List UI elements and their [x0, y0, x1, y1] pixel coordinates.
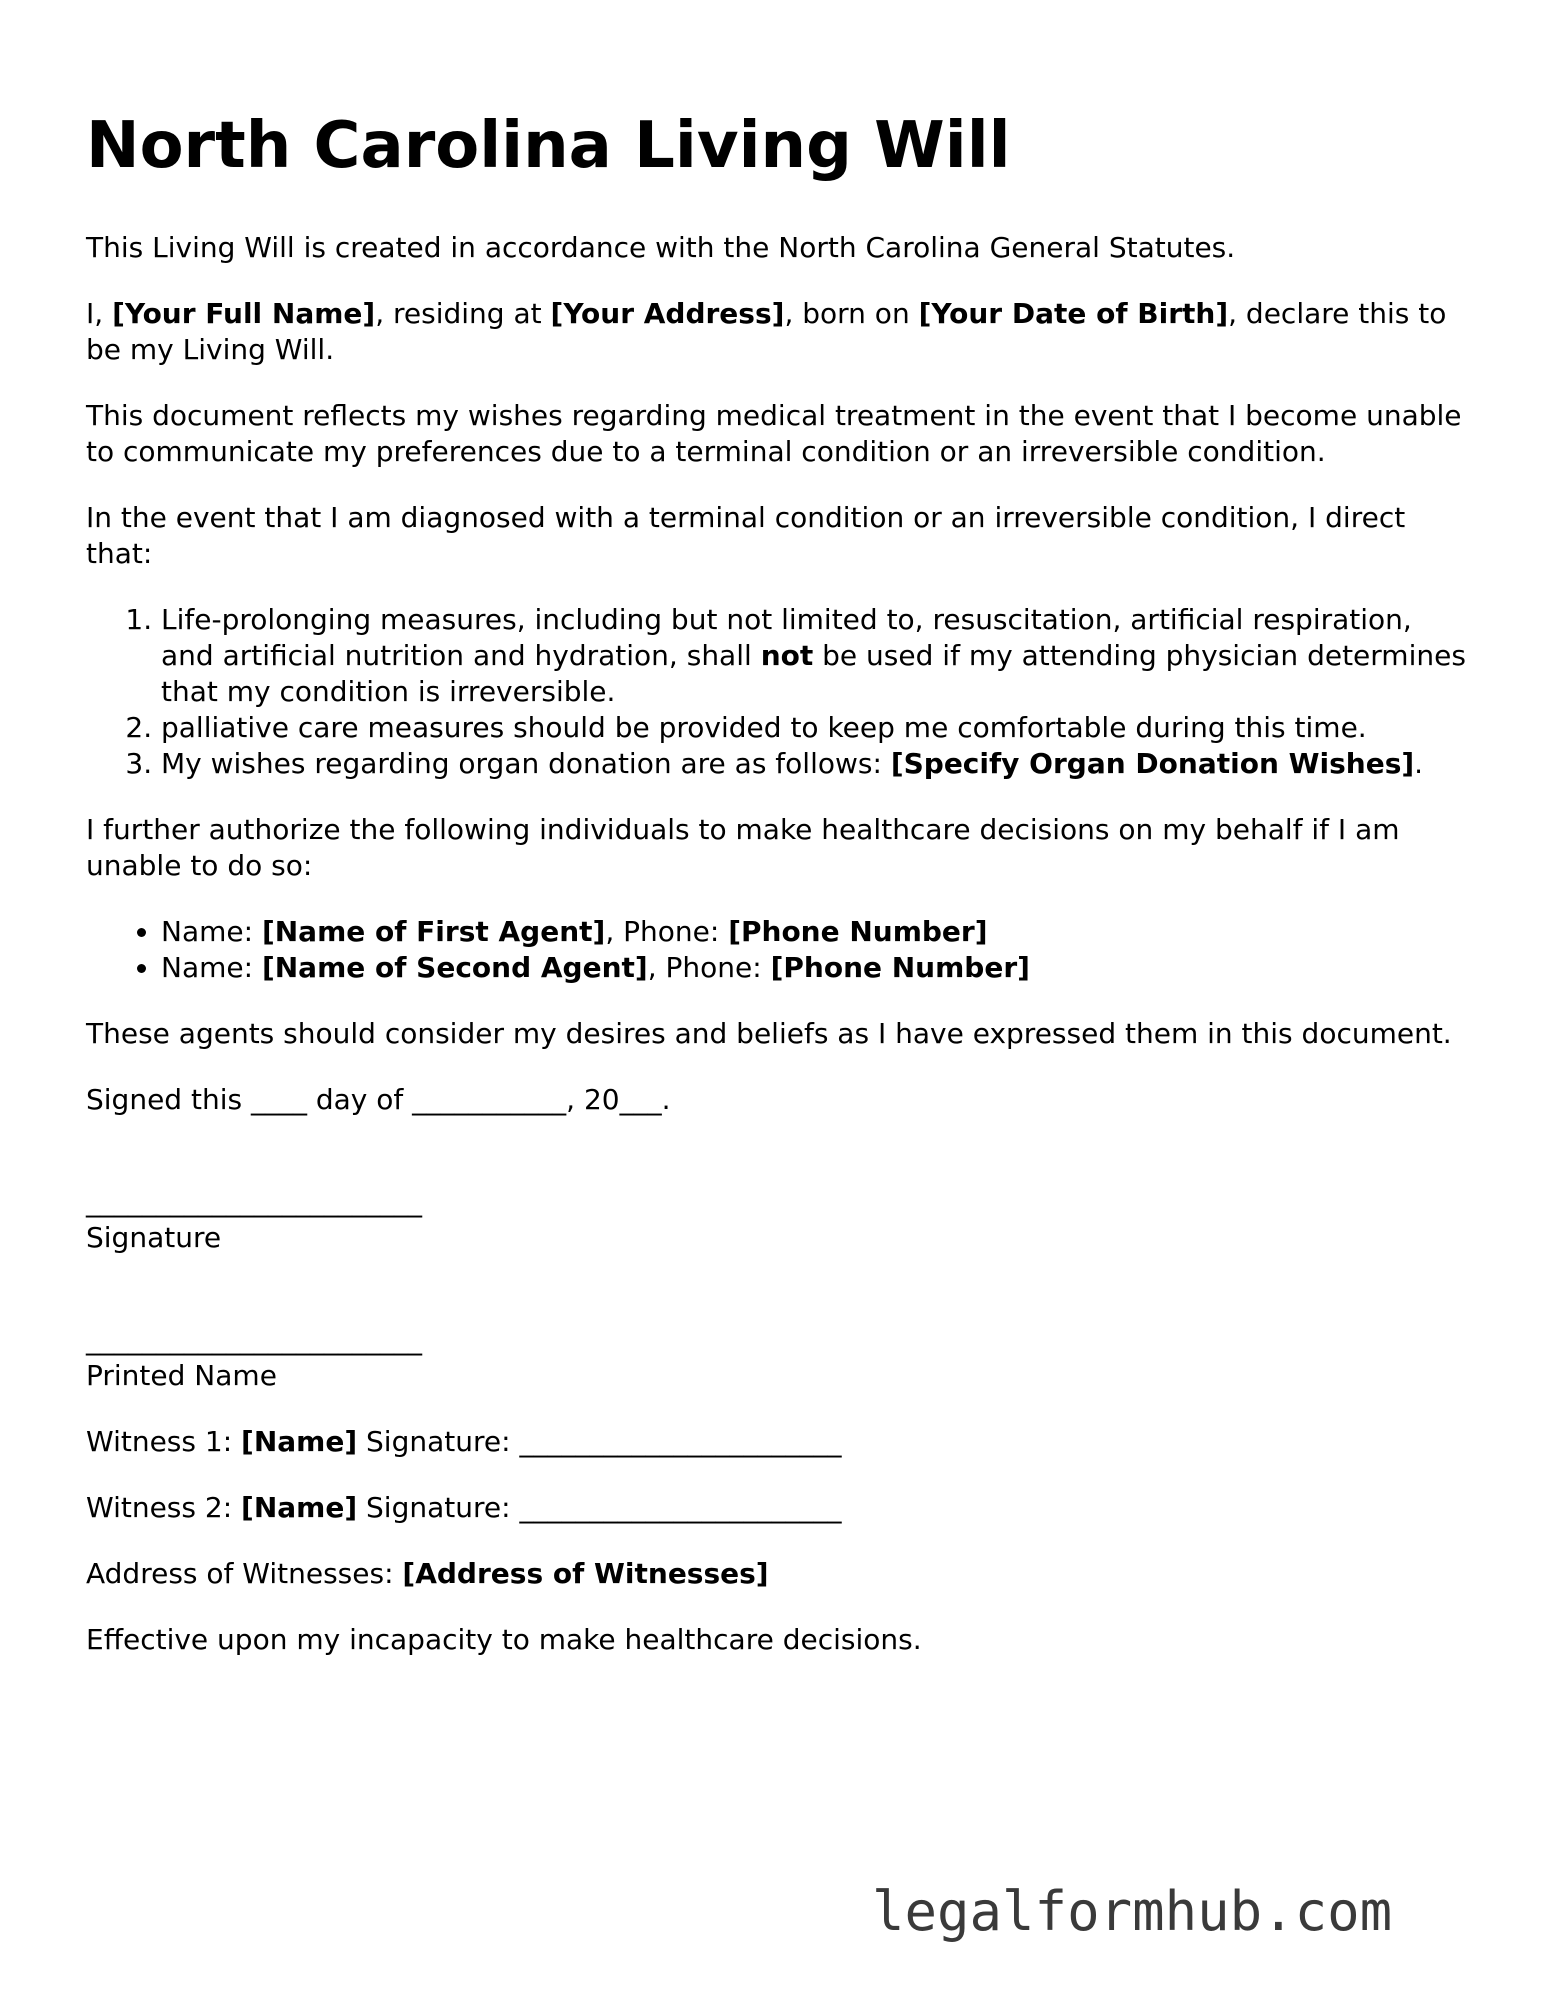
agent-phone-label: , Phone:: [647, 951, 771, 984]
agents-intro: I further authorize the following individuals to make healthcare decisions on my behalf if I am unable to do so:: [86, 813, 1400, 882]
agent-phone-placeholder: [Phone Number]: [728, 915, 988, 948]
intro-paragraph: This Living Will is created in accordance with the North Carolina General Statutes.: [86, 231, 1236, 264]
directive-item: 2. palliative care measures should be provided to keep me comfortable during this time.: [161, 710, 1466, 746]
directives-list: [86, 602, 1466, 782]
spacer: [86, 1148, 1466, 1184]
witness-address-placeholder: [Address of Witnesses]: [402, 1557, 769, 1590]
signature-block: [86, 1184, 1466, 1256]
dob-placeholder: [Your Date of Birth]: [918, 297, 1229, 330]
direction-intro: In the event that I am diagnosed with a terminal condition or an irreversible condition, I direct that:: [86, 501, 1406, 570]
signature-label: Signature: [86, 1221, 222, 1254]
printed-name-label: Printed Name: [86, 1359, 277, 1392]
witness-address-label: Address of Witnesses:: [86, 1557, 403, 1590]
directive-item: [161, 746, 1466, 782]
declaration-text: , residing at: [375, 297, 551, 330]
witness-label: Witness 2:: [86, 1491, 242, 1524]
agent-phone-label: , Phone:: [605, 915, 729, 948]
directive-item: [161, 602, 1466, 710]
effective-statement: Effective upon my incapacity to make healthcare decisions.: [86, 1623, 922, 1656]
witness-line: [86, 1490, 1466, 1526]
agent-name-label: Name:: [161, 915, 262, 948]
witness-line: [86, 1424, 1466, 1460]
spacer: [86, 1286, 1466, 1322]
witness-name-placeholder: [Name]: [241, 1425, 358, 1458]
directive-text: My wishes regarding organ donation are as follows:: [161, 747, 891, 780]
signature-line: ________________________: [86, 1185, 422, 1218]
agent-name-placeholder: [Name of First Agent]: [261, 915, 606, 948]
signed-date-line: Signed this ____ day of ___________, 20___.: [86, 1083, 671, 1116]
purpose-paragraph: This document reflects my wishes regarding medical treatment in the event that I become unable to communicate my preferences due to a terminal condition or an irreversible condition.: [86, 399, 1462, 468]
agent-item: [161, 950, 1466, 986]
agents-list: [86, 914, 1466, 986]
full-name-placeholder: [Your Full Name]: [112, 297, 376, 330]
organ-donation-placeholder: [Specify Organ Donation Wishes]: [890, 747, 1415, 780]
witness-signature-line: Signature: _______________________: [357, 1491, 842, 1524]
witness-signature-line: Signature: _______________________: [357, 1425, 842, 1458]
declaration-paragraph: [86, 296, 1466, 368]
agent-item: [161, 914, 1466, 950]
address-placeholder: [Your Address]: [550, 297, 785, 330]
declaration-text: I,: [86, 297, 113, 330]
witness-label: Witness 1:: [86, 1425, 242, 1458]
directive-text: .: [1414, 747, 1424, 780]
agent-name-label: Name:: [161, 951, 262, 984]
printed-name-line: ________________________: [86, 1323, 422, 1356]
agents-note: These agents should consider my desires and beliefs as I have expressed them in this document.: [86, 1017, 1452, 1050]
agent-phone-placeholder: [Phone Number]: [770, 951, 1030, 984]
brand-watermark: legalformhub.com: [872, 1880, 1393, 1943]
declaration-text: , declare this to be my Living Will.: [86, 297, 1447, 366]
directive-emphasis: not: [760, 639, 814, 672]
directive-text: be used if my attending physician determines that my condition is irreversible.: [161, 639, 1466, 708]
printed-name-block: [86, 1322, 1466, 1394]
document-title: North Carolina Living Will: [86, 109, 1011, 183]
witness-address-line: [86, 1556, 1466, 1592]
document-page: [86, 108, 1466, 1688]
declaration-text: , born on: [784, 297, 919, 330]
directive-text: Life-prolonging measures, including but not limited to, resuscitation, artificial respiration, and artificial nutrition and hydration, shall: [161, 603, 1412, 672]
agent-name-placeholder: [Name of Second Agent]: [261, 951, 648, 984]
witness-name-placeholder: [Name]: [241, 1491, 358, 1524]
